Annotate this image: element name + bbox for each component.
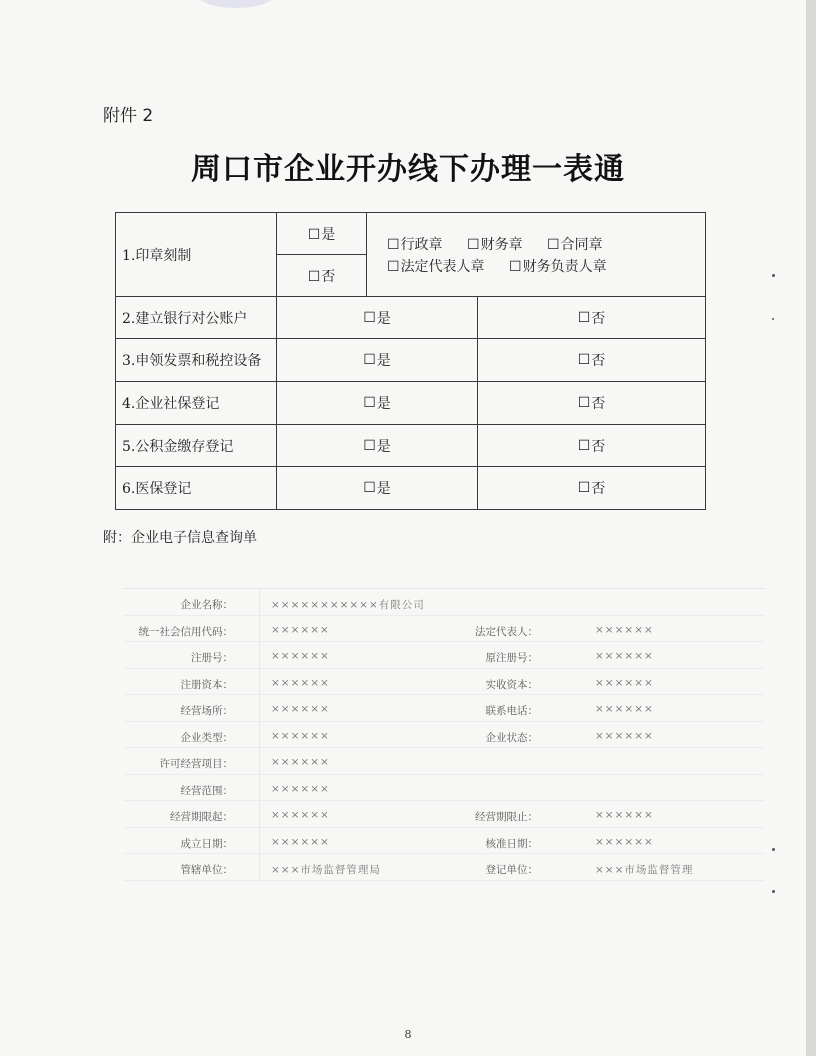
page-number: 8 [404, 1028, 412, 1041]
attachment-note: 附：企业电子信息查询单 [103, 530, 257, 546]
yes-cell[interactable]: ☐ 是 [277, 297, 478, 338]
checkbox-icon[interactable]: ☐ [307, 226, 321, 243]
info-row [123, 775, 765, 802]
yes-cell[interactable]: ☐ 是 [277, 467, 478, 509]
info-value: ×××××× [595, 676, 654, 689]
info-label: 登记单位： [485, 864, 538, 876]
info-label: 经营期限止： [475, 811, 538, 823]
checkbox-icon[interactable]: ☐ [387, 236, 400, 253]
scan-mark [772, 318, 774, 320]
info-value: ×××市场监督管理 [595, 864, 694, 876]
attachment-label: 附件 2 [103, 106, 154, 126]
table-row [116, 382, 706, 425]
scan-shadow [196, 0, 276, 8]
info-row [123, 616, 765, 643]
checkbox-icon[interactable]: ☐ [363, 395, 376, 411]
no-cell[interactable]: ☐ 否 [577, 437, 606, 455]
table-row [116, 425, 706, 467]
checkbox-icon[interactable]: ☐ [509, 258, 522, 275]
no-cell[interactable]: ☐ 否 [577, 395, 606, 412]
info-value: ×××××× [271, 650, 330, 662]
info-row [123, 854, 765, 881]
info-label: 许可经营项目： [159, 758, 233, 770]
seal-yes-cell[interactable] [277, 213, 367, 255]
info-value: ×××××× [271, 809, 330, 821]
yes-label: 是 [321, 226, 336, 243]
info-value: ×××××× [595, 835, 654, 848]
info-value: ×××××× [271, 729, 330, 742]
info-label: 核准日期： [485, 837, 538, 850]
checkbox-icon[interactable]: ☐ [577, 352, 591, 368]
info-label: 经营场所： [180, 705, 233, 717]
row-label: 5.公积金缴存登记 [116, 425, 277, 467]
info-label: 统一社会信用代码： [138, 625, 233, 638]
info-label: 联系电话： [485, 705, 538, 717]
checkbox-icon[interactable]: ☐ [363, 309, 376, 326]
row-label: 1.印章刻制 [116, 213, 277, 297]
checkbox-icon[interactable]: ☐ [577, 395, 591, 411]
row-label: 2.建立银行对公账户 [116, 297, 277, 339]
info-label: 成立日期： [180, 837, 233, 850]
info-label: 注册号： [191, 652, 233, 664]
yes-cell[interactable]: ☐ 是 [277, 339, 478, 381]
info-row [123, 801, 765, 828]
row-label: 4.企业社保登记 [116, 382, 277, 425]
info-value: ×××××××××××有限公司 [271, 599, 425, 611]
info-value: ×××××× [595, 650, 654, 662]
seal-no-cell[interactable] [277, 255, 367, 297]
no-cell[interactable]: ☐ 否 [577, 309, 606, 327]
info-value: ×××××× [595, 623, 654, 636]
info-row [123, 589, 765, 616]
seal-option[interactable]: ☐财务章 [467, 236, 523, 253]
row-label: 6.医保登记 [116, 467, 277, 510]
scan-mark [772, 848, 775, 851]
checkbox-icon[interactable]: ☐ [307, 268, 321, 285]
no-cell[interactable]: ☐ 否 [577, 480, 606, 497]
info-label: 经营期限起： [170, 811, 233, 823]
table-row [116, 297, 706, 339]
info-value: ×××××× [271, 703, 330, 715]
info-value: ×××××× [271, 782, 330, 795]
checkbox-icon[interactable]: ☐ [363, 437, 376, 454]
info-row [123, 828, 765, 855]
scan-mark [772, 890, 775, 893]
yes-cell[interactable]: ☐ 是 [277, 425, 478, 466]
info-value: ×××××× [595, 809, 654, 821]
info-value: ×××××× [271, 676, 330, 689]
checkbox-icon[interactable]: ☐ [577, 437, 591, 454]
checkbox-icon[interactable]: ☐ [577, 480, 591, 496]
info-label: 经营范围： [180, 784, 233, 797]
info-value: ×××××× [595, 703, 654, 715]
yes-cell[interactable]: ☐ 是 [277, 382, 478, 424]
info-value: ×××市场监督管理局 [271, 864, 381, 876]
info-row [123, 748, 765, 775]
info-label: 管辖单位： [180, 864, 233, 876]
info-label: 实收资本： [485, 678, 538, 691]
info-label: 注册资本： [180, 678, 233, 691]
info-label: 原注册号： [485, 652, 538, 664]
checkbox-icon[interactable]: ☐ [577, 309, 591, 326]
table-row [116, 339, 706, 382]
seal-option[interactable]: ☐法定代表人章 [387, 258, 485, 275]
info-row [123, 642, 765, 669]
info-row [123, 669, 765, 696]
row-label: 3.申领发票和税控设备 [116, 339, 277, 382]
checklist-table [115, 212, 706, 510]
checkbox-icon[interactable]: ☐ [363, 352, 376, 368]
seal-option[interactable]: ☐行政章 [387, 236, 443, 253]
info-label: 企业状态： [485, 731, 538, 744]
page-title: 周口市企业开办线下办理一表通 [191, 152, 625, 187]
checkbox-icon[interactable]: ☐ [387, 258, 400, 275]
info-label: 企业类型： [180, 731, 233, 744]
checkbox-icon[interactable]: ☐ [467, 236, 480, 253]
seal-option[interactable]: ☐合同章 [547, 236, 603, 253]
checkbox-icon[interactable]: ☐ [547, 236, 560, 253]
no-cell[interactable]: ☐ 否 [577, 352, 606, 369]
info-value: ×××××× [595, 729, 654, 742]
info-label: 企业名称： [180, 599, 233, 611]
info-value: ×××××× [271, 835, 330, 848]
info-label: 法定代表人： [475, 625, 538, 638]
info-row [123, 722, 765, 749]
table-row-seal [116, 213, 706, 255]
seal-options-cell [367, 213, 706, 297]
checkbox-icon[interactable]: ☐ [363, 480, 376, 496]
no-label: 否 [321, 268, 336, 285]
scan-mark [772, 274, 775, 277]
seal-option[interactable]: ☐财务负责人章 [509, 258, 607, 275]
info-row [123, 695, 765, 722]
table-row [116, 467, 706, 510]
info-value: ×××××× [271, 623, 330, 636]
enterprise-info-sheet [123, 588, 765, 881]
info-value: ×××××× [271, 756, 330, 768]
